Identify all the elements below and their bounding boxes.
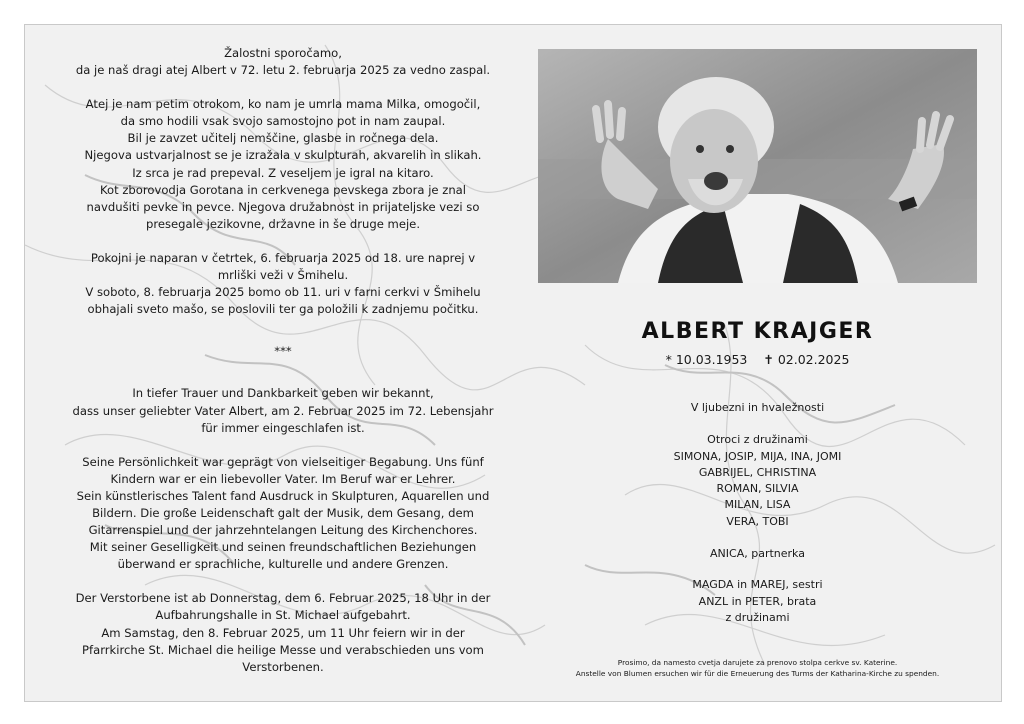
text-line: überwand er sprachliche, kulturelle und andere Grenzen. xyxy=(117,557,449,572)
deceased-name: ALBERT KRAJGER xyxy=(641,319,874,344)
children-line: MILAN, LISA xyxy=(724,498,791,512)
mourners-list xyxy=(538,400,977,626)
biography-sl xyxy=(33,96,533,233)
text-line: Žalostni sporočamo, xyxy=(224,46,342,60)
children-line: SIMONA, JOSIP, MIJA, INA, JOMI xyxy=(673,449,842,463)
text-line: Atej je nam petim otrokom, ko nam je umrla mama Milka, omogočil, xyxy=(85,97,481,112)
children-line: VERA, TOBI xyxy=(726,514,789,528)
children-line: ROMAN, SILVIA xyxy=(716,482,799,496)
separator-stars: *** xyxy=(274,344,292,359)
text-line: V soboto, 8. februarja 2025 bomo ob 11. uri v farni cerkvi v Šmihelu xyxy=(85,285,481,300)
obituary-card xyxy=(24,24,1002,702)
text-line: Mit seiner Geselligkeit und seinen freundschaftlichen Beziehungen xyxy=(89,540,477,555)
funeral-details-sl xyxy=(33,250,533,318)
death-date: ✝ 02.02.2025 xyxy=(763,352,850,367)
donation-note-de: Anstelle von Blumen ersuchen wir für die Erneuerung des Turms der Katharina-Kirche zu spenden. xyxy=(575,669,940,678)
text-line: In tiefer Trauer und Dankbarkeit geben wir bekannt, xyxy=(132,386,434,401)
text-line: Verstorbenen. xyxy=(242,659,324,674)
birth-date: * 10.03.1953 xyxy=(665,352,748,367)
biography-de xyxy=(33,454,533,574)
text-line: Seine Persönlichkeit war geprägt von vielseitiger Begabung. Uns fünf xyxy=(82,454,484,469)
portrait-illustration xyxy=(538,49,977,283)
children-heading: Otroci z družinami xyxy=(707,433,808,447)
text-line: Iz srca je rad prepeval. Z veseljem je igral na kitaro. xyxy=(132,165,434,180)
text-line: Aufbahrungshalle in St. Michael aufgebahrt. xyxy=(155,608,411,623)
text-line: Sein künstlerisches Talent fand Ausdruck in Skulpturen, Aquarellen und xyxy=(76,488,490,503)
children-line: GABRIJEL, CHRISTINA xyxy=(698,465,817,479)
spacer xyxy=(538,562,977,577)
siblings-line: ANZL in PETER, brata xyxy=(698,594,817,608)
text-line: mrliški veži v Šmihelu. xyxy=(217,268,349,283)
text-line: Der Verstorbene ist ab Donnerstag, dem 6. Februar 2025, 18 Uhr in der xyxy=(75,591,491,606)
mourners-intro: V ljubezni in hvaležnosti xyxy=(690,401,825,414)
life-dates xyxy=(538,352,977,367)
text-line: da je naš dragi atej Albert v 72. letu 2. februarja 2025 za vedno zaspal. xyxy=(75,63,491,78)
text-line: Kindern war er ein liebevoller Vater. Im Beruf war er Lehrer. xyxy=(110,471,456,486)
donation-note-sl: Prosimo, da namesto cvetja darujete za prenovo stolpa cerkve sv. Katerine. xyxy=(617,658,898,667)
text-line: dass unser geliebter Vater Albert, am 2. Februar 2025 im 72. Lebensjahr xyxy=(72,403,494,418)
spacer xyxy=(538,530,977,546)
announcement-de xyxy=(33,385,533,436)
siblings-line: MAGDA in MAREJ, sestri xyxy=(692,578,823,592)
text-line: obhajali sveto mašo, se poslovili ter ga položili k zadnjemu počitku. xyxy=(87,302,479,317)
spacer xyxy=(538,416,977,432)
left-column-text xyxy=(33,45,533,693)
text-line: Bil je zavzet učitelj nemščine, glasbe in ročnega dela. xyxy=(127,131,439,146)
separator xyxy=(33,343,533,360)
announcement-sl xyxy=(33,45,533,79)
text-line: Bildern. Die große Leidenschaft galt der Musik, dem Gesang, dem xyxy=(92,505,474,520)
donation-note xyxy=(538,657,977,679)
text-line: Pokojni je naparan v četrtek, 6. februarja 2025 od 18. ure naprej v xyxy=(90,250,476,265)
text-line: navdušiti pevke in pevce. Njegova družabnost in prijateljske vezi so xyxy=(86,199,480,214)
siblings-line: z družinami xyxy=(725,610,790,624)
text-line: Pfarrkirche St. Michael die heilige Messe und verabschieden uns vom xyxy=(82,642,484,657)
text-line: presegale jezikovne, državne in še druge meje. xyxy=(145,216,421,231)
text-line: da smo hodili vsak svojo samostojno pot in nam zaupal. xyxy=(120,114,446,129)
text-line: Kot zborovodja Gorotana in cerkvenega pevskega zbora je znal xyxy=(99,182,467,197)
portrait-photo xyxy=(538,49,977,283)
text-line: Gitarrenspiel und der jahrzehntelangen Leitung des Kirchenchores. xyxy=(88,523,478,538)
text-line: für immer eingeschlafen ist. xyxy=(201,420,365,435)
text-line: Am Samstag, den 8. Februar 2025, um 11 Uhr feiern wir in der xyxy=(101,625,465,640)
partner-line: ANICA, partnerka xyxy=(710,547,805,561)
funeral-details-de xyxy=(33,590,533,675)
text-line: Njegova ustvarjalnost se je izražala v skulpturah, akvarelih in slikah. xyxy=(84,148,482,163)
